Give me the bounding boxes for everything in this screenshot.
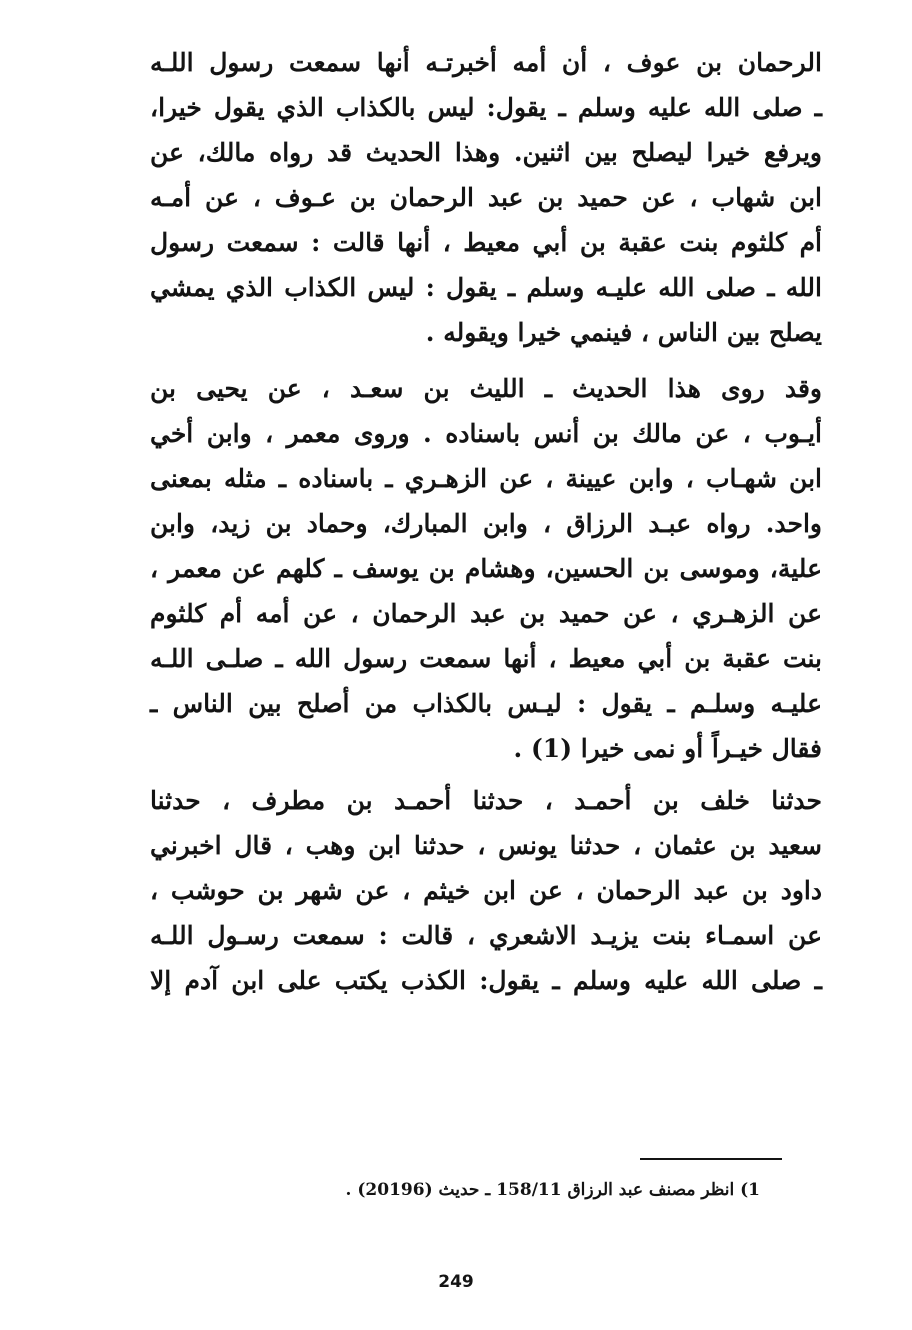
text-line: أيـوب ، عن مالك بن أنس باسناده . وروى معمر ، وابن أخي — [150, 419, 822, 448]
text-line: بنت عقبة بن أبي معيط ، أنها سمعت رسول الله ـ صلـى اللـه — [150, 644, 822, 673]
text-line: علية، وموسى بن الحسين، وهشام بن يوسف ـ كلهم عن معمر ، — [150, 554, 822, 583]
text-line: عليـه وسلـم ـ يقول : ليـس بالكذاب من أصلح بين الناس ـ — [150, 689, 822, 718]
text-line: عن الزهـري ، عن حميد بن عبد الرحمان ، عن أمه أم كلثوم — [150, 599, 822, 628]
text-line: عن اسمـاء بنت يزيـد الاشعري ، قالت : سمعت رسـول اللـه — [150, 921, 822, 950]
text-line: أم كلثوم بنت عقبة بن أبي معيط ، أنها قالت : سمعت رسول — [150, 228, 822, 257]
text-line: واحد. رواه عبـد الرزاق ، وابن المبارك، وحماد بن زيد، وابن — [150, 509, 822, 538]
text-line: فقال خيـراً أو نمى خيرا (1) . — [513, 734, 822, 763]
footnote-divider — [640, 1158, 782, 1160]
paragraph-3 — [150, 778, 822, 1003]
text-line: ابن شهاب ، عن حميد بن عبد الرحمان بن عـوف ، عن أمـه — [150, 183, 822, 212]
text-line: ـ صلى الله عليه وسلم ـ يقول: الكذب يكتب على ابن آدم إلا — [150, 966, 822, 995]
paragraph-1 — [150, 40, 822, 355]
text-line: الرحمان بن عوف ، أن أمه أخبرتـه أنها سمعت رسول اللـه — [150, 48, 822, 77]
paragraph-2 — [150, 366, 822, 771]
text-line: داود بن عبد الرحمان ، عن ابن خيثم ، عن شهر بن حوشب ، — [150, 876, 822, 905]
text-line: يصلح بين الناس ، فينمي خيرا ويقوله . — [425, 318, 822, 347]
text-line: وقد روى هذا الحديث ـ الليث بن سعـد ، عن يحيى بن — [150, 374, 822, 403]
page-number: 249 — [438, 1272, 474, 1292]
text-line: ويرفع خيرا ليصلح بين اثنين. وهذا الحديث قد رواه مالك، عن — [150, 138, 822, 167]
text-line: ابن شهـاب ، وابن عيينة ، عن الزهـري ـ باسناده ـ مثله بمعنى — [150, 464, 822, 493]
footnote: 1) انظر مصنف عبد الرزاق 158/11 ـ حديث (20196) . — [345, 1180, 760, 1200]
text-line: سعيد بن عثمان ، حدثنا يونس ، حدثنا ابن وهب ، قال اخبرني — [150, 831, 822, 860]
text-line: الله ـ صلى الله عليـه وسلم ـ يقول : ليس الكذاب الذي يمشي — [150, 273, 822, 302]
text-line: ـ صلى الله عليه وسلم ـ يقول: ليس بالكذاب الذي يقول خيرا، — [150, 93, 822, 122]
text-line: حدثنا خلف بن أحمـد ، حدثنا أحمـد بن مطرف ، حدثنا — [150, 786, 822, 815]
